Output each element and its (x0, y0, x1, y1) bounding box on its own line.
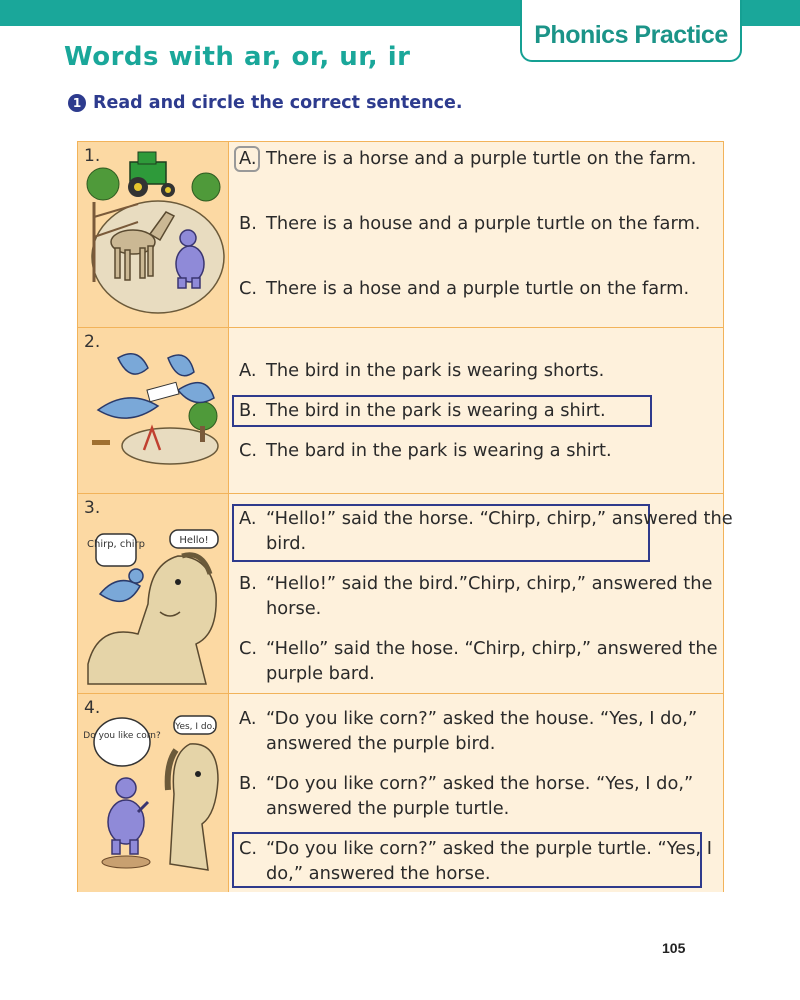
speech-bubble-text: Hello! (179, 535, 209, 546)
park-birds-illustration (78, 328, 228, 492)
option-3b[interactable]: B. “Hello!” said the bird.”Chirp, chirp,” answered the horse. (239, 573, 713, 619)
option-1a[interactable]: A. There is a horse and a purple turtle on the farm. (239, 148, 697, 169)
picture-cell-1 (78, 142, 229, 327)
question-row-1 (78, 142, 723, 328)
question-row-2 (78, 328, 723, 494)
turtle-horse-illustration (78, 694, 228, 890)
options-cell-1 (229, 142, 723, 327)
picture-cell-2 (78, 328, 229, 493)
speech-bubble-text: Do you like corn? (83, 731, 161, 741)
question-number: 3. (84, 498, 101, 518)
question-number: 2. (84, 332, 101, 352)
question-row-3 (78, 494, 733, 694)
horse-bird-illustration (78, 494, 228, 692)
option-3c[interactable]: C. “Hello” said the hose. “Chirp, chirp,” answered the purple bard. (239, 638, 718, 684)
option-2c[interactable]: C. The bard in the park is wearing a shirt. (239, 440, 612, 461)
speech-bubble-text: Yes, I do. (175, 722, 215, 732)
exercise-table (77, 141, 733, 892)
question-number: 4. (84, 698, 101, 718)
farm-illustration (78, 142, 228, 326)
question-number: 1. (84, 146, 101, 166)
options-cell-4 (229, 694, 723, 892)
options-cell-2 (229, 328, 723, 493)
options-cell-3 (229, 494, 733, 693)
option-3a[interactable]: A. “Hello!” said the horse. “Chirp, chirp,” answered the bird. (239, 508, 733, 554)
page-title: Words with ar, or, ur, ir (64, 42, 411, 72)
instruction-text: Read and circle the correct sentence. (93, 93, 463, 113)
option-4b[interactable]: B. “Do you like corn?” asked the horse. “Yes, I do,” answered the purple turtle. (239, 773, 694, 819)
option-1c[interactable]: C. There is a hose and a purple turtle on the farm. (239, 278, 690, 299)
page-number: 105 (662, 940, 686, 956)
picture-cell-3 (78, 494, 229, 693)
picture-cell-4 (78, 694, 229, 892)
section-tab-label: Phonics Practice (534, 20, 728, 49)
instruction (68, 93, 462, 113)
option-1b[interactable]: B. There is a house and a purple turtle on the farm. (239, 213, 701, 234)
question-row-4 (78, 694, 723, 892)
option-4a[interactable]: A. “Do you like corn?” asked the house. “Yes, I do,” answered the purple bird. (239, 708, 698, 754)
section-tab (520, 0, 742, 62)
instruction-number: 1 (68, 94, 86, 112)
option-4c[interactable]: C. “Do you like corn?” asked the purple turtle. “Yes, I do,” answered the horse. (239, 838, 712, 884)
speech-bubble-text: Chirp, chirp (87, 539, 145, 550)
option-2b[interactable]: B. The bird in the park is wearing a shirt. (239, 400, 606, 421)
option-2a[interactable]: A. The bird in the park is wearing shorts. (239, 360, 605, 381)
